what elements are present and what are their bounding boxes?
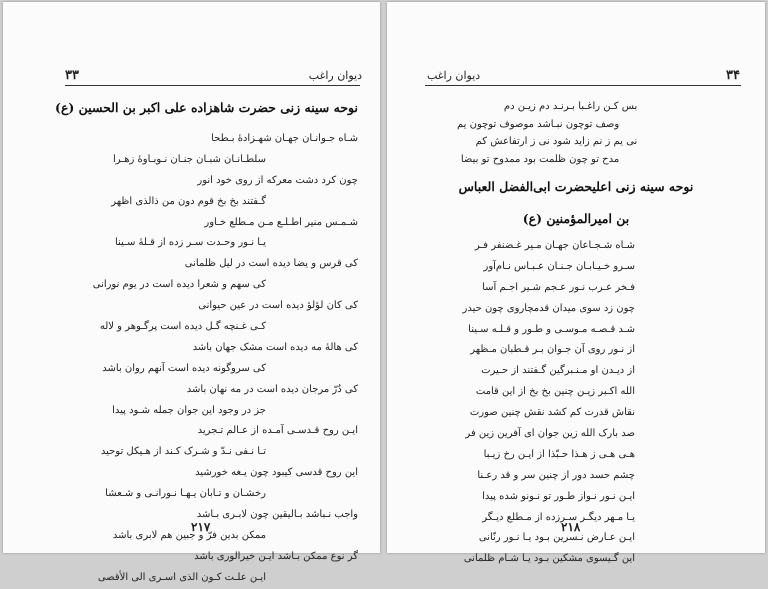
right-running-head: دیوان راغب	[427, 69, 481, 82]
right-verse-line: از دیـدن او مـنـبرگین گـفتند از حـیرت	[481, 365, 635, 377]
left-verse-line: جز در وجود این جوان جمله شـود پیدا	[112, 404, 266, 416]
left-verse-line: ممکن بدین فرّ و جبین هم لابری باشد	[112, 529, 266, 541]
right-verse-line: فـخر عـرب نـور عـجم شـیر اجـم آسا	[482, 281, 635, 293]
left-verse-line: کی سهم و شعرا دیده است در یوم نورانی	[92, 279, 266, 291]
right-intro-verse-line: نی یم ز نم زاید شود نی ز ارتفاعش کم	[475, 136, 638, 148]
left-poem-title: نوحه سینه زنی حضرت شاهزاده علی اکبر بن الحسین (ع)	[55, 100, 358, 115]
left-running-head: دیوان راغب	[308, 69, 362, 82]
right-verse-line: شـاه شـجـاعان جهـان مـیر غـضنفر فـر	[474, 240, 635, 251]
right-verse-line: چشم حسد دور از چنین سر و قد رعـنا	[477, 469, 635, 481]
right-intro-verse-line: وصف توچون نبـاشد موصوف توچون یم	[457, 118, 620, 130]
left-verse-line: ایـن علـت کـون الذی اسـری الی الأقصی	[97, 571, 266, 583]
left-verse-line: این روح قدسی کیبود چون یـغه خورشید	[195, 467, 358, 479]
left-verse-line: گر نوع ممکن بـاشد ایـن خیرالوری باشد	[194, 550, 358, 562]
left-page-number-bottom: ۲۱۷	[191, 520, 211, 534]
left-verse-line: ایـن روح قـدسـی آمـده از عـالم تـجرید	[197, 425, 358, 437]
right-header-rule	[425, 85, 741, 86]
left-page	[3, 2, 380, 583]
left-verse-line: کی هالهٔ مه دیده است مشک جهان باشد	[192, 341, 358, 353]
left-verse-line: چون کرد دشت معرکه از روی خود انور	[197, 174, 358, 186]
right-poem-title-line2: بن امیرالمؤمنین (ع)	[522, 211, 630, 226]
right-poem-title-line1: نوحه سینه زنی اعلیحضرت ابی‌الفضل العباس	[458, 179, 694, 194]
right-verse-line: شـد قـصـه مـوسـی و طـور و قـلـه سـینا	[468, 323, 635, 335]
left-verse-line: کی دُرّ مرجان دیده است در مه نهان باشد	[186, 383, 358, 395]
right-verse-line: یـا مـهر دیگـر سـرزده از مـطلع دیـگر	[482, 511, 635, 523]
left-verse-line: کی کان لؤلؤ دیده است در عین حیوانی	[198, 300, 358, 312]
right-page-number-bottom: ۲۱۸	[561, 520, 581, 534]
right-intro-verses	[457, 98, 637, 169]
right-verses	[429, 236, 635, 570]
right-page-number-top: ۳۴	[726, 68, 740, 83]
right-verse-line: ایـن عـارض نـسرین بـود یـا نـور رنّانی	[478, 532, 635, 544]
right-verse-line: هـی هـی ز هـذا حـبّذا از ایـن رخ زیـبا	[483, 448, 635, 460]
right-intro-verse-line: مدح تو چون ظلمت بود ممدوح تو بیضا	[460, 154, 620, 166]
left-verses	[93, 129, 358, 589]
right-intro-verse-line: بس کـن راغـبا بـرنـد دم زیـن دم	[503, 101, 638, 112]
left-verse-line: سلطـانـان شبـان جنـان نـوبـاوهٔ زهـرا	[113, 153, 266, 165]
left-verse-line: رخشـان و تـابان یـهـا نـورانـی و شـعشا	[105, 488, 266, 500]
right-verse-line: این گـیسوی مشکین بـود یـا شـام ظلمانی	[463, 553, 635, 565]
right-page	[387, 2, 765, 565]
left-header-rule	[65, 85, 360, 86]
right-verse-line: چون زد سوی میدان قدمچاروی چون حیدر	[462, 302, 635, 314]
left-verse-line: شـمـس منیر اطـلـع مـن مـطلع خـاور	[204, 216, 358, 228]
left-verse-line: تـا نـفی نـدّ و شـرک کـند از هـیکل توحید	[100, 446, 266, 458]
left-verse-line: کی قرس و یضا دیده است در لیل ظلمانی	[184, 258, 358, 270]
right-verse-line: نقاش قدرت کم کشد نقش چنین صورت	[469, 407, 635, 419]
right-verse-line: صد بارک الله زین جوان ای آفرین زین فر	[465, 428, 635, 440]
right-verse-line: الله اکـبر زیـن چنین بخ بخ از این قامت	[475, 386, 635, 398]
left-verse-line: کی سروگونه دیده است آنهم روان باشد	[102, 362, 266, 374]
left-verse-line: شـاه جـوانـان جهـان شهـزادهٔ بـطحا	[211, 133, 358, 144]
right-verse-line: از نـور روی آن جـوان بـر قـطبان مـظهر	[470, 344, 635, 356]
left-verse-line: یـا نـور وحـدت سـر زده از قـلهٔ سـینا	[114, 237, 266, 249]
left-verse-line: واجب نـباشد بـالیقین چون لابـری بـاشد	[196, 509, 358, 521]
right-verse-line: سـرو خـیـابـان جـنـان عـبـاس نـام‌آور	[483, 260, 635, 272]
left-verse-line: گـفتند بخ بخ قوم دون من ذالذی اظهر	[111, 195, 266, 207]
left-verse-line: کـی غـنچه گـل دیده است پرگـوهر و لاله	[99, 321, 266, 333]
right-verse-line: ایـن نـور نـواز طـور تو نـونو شده پیدا	[482, 490, 635, 502]
left-page-number-top: ۳۳	[65, 68, 79, 83]
